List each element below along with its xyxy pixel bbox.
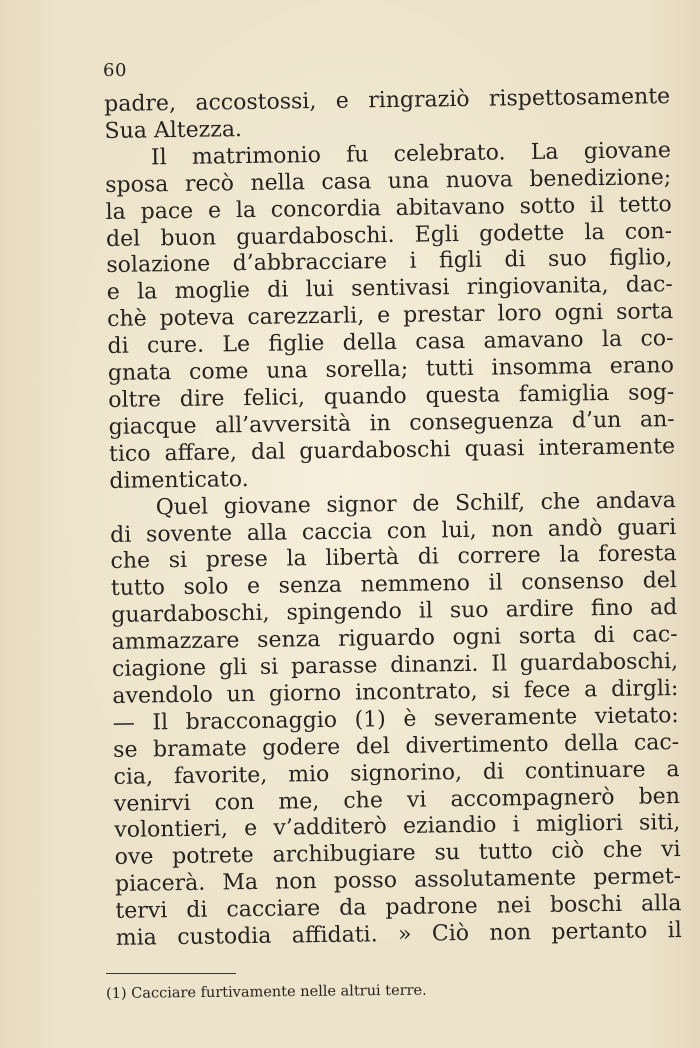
text-line: — Il bracconaggio (1) è severamente vietato: [112, 702, 679, 736]
text-line: dimenticato. [109, 466, 249, 494]
text-line: se bramate godere del divertimento della cac- [113, 729, 680, 763]
text-line: ciagione gli si parasse dinanzi. Il guardaboschi, [111, 649, 679, 682]
text-line: ammazzare senza riguardo ogni sorta di cac- [111, 622, 678, 656]
text-line: Il matrimonio fu celebrato. La giovane [150, 137, 672, 171]
text-line: avendolo un giorno incontrato, si fece a dirgli: [112, 675, 679, 709]
text-line: tervi di cacciare da padrone nei boschi alla [115, 891, 682, 925]
text-line: tutto solo e senza nemmeno il consenso del [110, 568, 678, 602]
text-line: Quel giovane signor de Schilf, che andava [155, 487, 676, 520]
text-line: oltre dire felici, quando questa famiglia sog- [108, 380, 675, 413]
text-line: volontieri, e v’additerò eziandio i migliori siti, [114, 810, 681, 844]
text-line: padre, accostossi, e ringraziò rispettosamente [104, 84, 671, 117]
text-line: venirvi con me, che vi accompagnerò ben [113, 783, 681, 817]
body-text [104, 84, 682, 953]
text-line: mia custodia affidati. » Ciò non pertanto il [115, 918, 682, 952]
text-line: sposa recò nella casa una nuova benedizione; [105, 164, 672, 198]
footnote-divider [106, 973, 236, 974]
text-line: la pace e la concordia abitavano sotto il tetto [105, 191, 672, 225]
text-line: gnata come una sorella; tutti insomma erano [107, 353, 675, 387]
text-line: ove potrete archibugiare su tutto ciò che vi [114, 837, 681, 871]
text-line: di cure. Le figlie della casa amavano la co- [107, 326, 674, 360]
text-line: del buon guardaboschi. Egli godette la con- [105, 218, 673, 252]
page-number: 60 [103, 60, 127, 81]
text-line: che si prese la libertà di correre la foresta [110, 541, 677, 575]
text-line: di sovente alla caccia con lui, non andò guari [110, 514, 677, 548]
text-line: tico affare, dal guardaboschi quasi interamente [108, 433, 676, 467]
text-line: Sua Altezza. [104, 116, 243, 144]
text-line: giacque all’avversità in conseguenza d’un an- [108, 406, 675, 440]
footnote: (1) Cacciare furtivamente nelle altrui terre. [106, 982, 427, 1002]
text-line: piacerà. Ma non posso assolutamente permet- [114, 864, 682, 898]
text-line: cia, favorite, mio signorino, di continuare a [113, 756, 680, 790]
text-line: guardaboschi, spingendo il suo ardire fino ad [111, 595, 678, 629]
text-line: e la moglie di lui sentivasi ringiovanita, dac- [106, 272, 673, 306]
text-line: solazione d’abbracciare i figli di suo figlio, [106, 245, 673, 279]
text-line: chè poteva carezzarli, e prestar loro ogni sorta [107, 299, 674, 333]
